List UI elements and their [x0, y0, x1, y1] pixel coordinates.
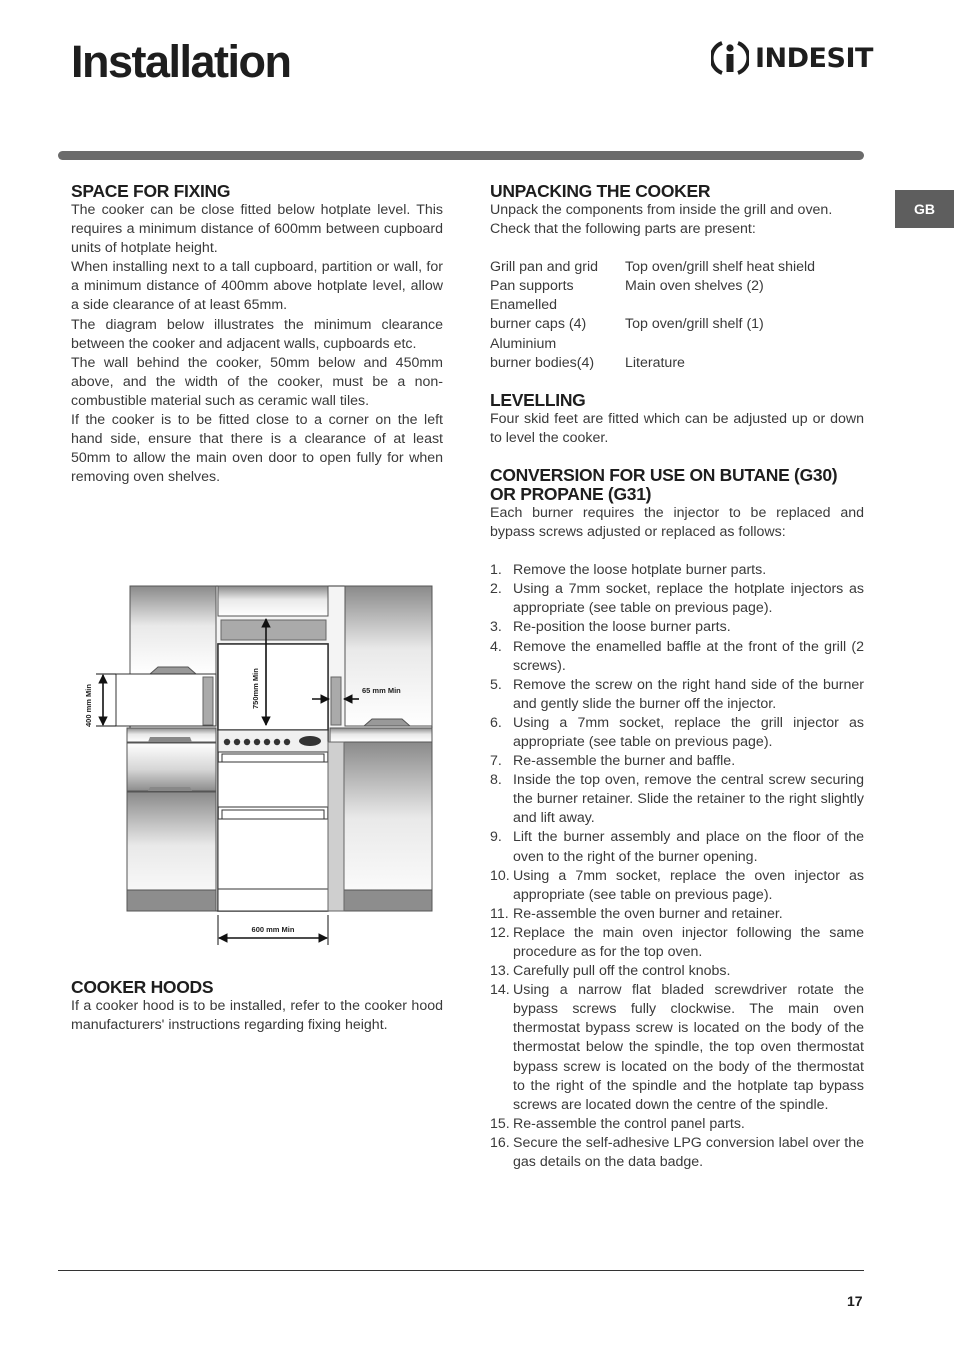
- conversion-steps: [490, 561, 864, 1172]
- part-item: [625, 335, 864, 354]
- dimension-600-label: 600 mm Min: [251, 925, 295, 934]
- levelling-text: Four skid feet are fitted which can be adjusted up or down to level the cooker.: [490, 410, 864, 446]
- page-title: Installation: [71, 36, 291, 87]
- part-item: Top oven/grill shelf heat shield: [625, 259, 816, 276]
- list-item: 3. Re-position the loose burner parts.: [490, 619, 731, 636]
- levelling-heading: LEVELLING: [490, 389, 586, 410]
- left-clearance-zone: [116, 674, 216, 726]
- part-item: burner bodies(4): [490, 354, 595, 371]
- list-item: 8. Inside the top oven, remove the central screw securing the burner retainer. Slide the retainer to the right slightly and lift away.: [490, 772, 864, 827]
- part-item: Enamelled: [490, 297, 558, 314]
- part-item: Pan supports: [490, 278, 574, 295]
- unpacking-check-text: Check that the following parts are present:: [490, 221, 756, 238]
- clearance-diagram: [84, 585, 436, 947]
- brand-wordmark: INDESIT: [755, 42, 873, 74]
- list-item: 4. Remove the enamelled baffle at the front of the grill (2 screws).: [490, 638, 864, 674]
- right-column: [490, 182, 864, 1172]
- dimension-65-label: 65 mm Min: [362, 686, 401, 695]
- hood-cupboard: [218, 586, 328, 616]
- list-item: 12. Replace the main oven injector following the same procedure as for the top oven.: [490, 924, 864, 960]
- list-item: 10. Using a 7mm socket, replace the oven injector as appropriate (see table on previous page).: [490, 867, 864, 903]
- left-column: [71, 182, 443, 487]
- list-item: 9. Lift the burner assembly and place on the floor of the oven to the right of the burner opening.: [490, 829, 864, 865]
- conversion-text: Each burner requires the injector to be replaced and bypass screws adjusted or replaced as follows:: [490, 504, 864, 541]
- list-item: 7. Re-assemble the burner and baffle.: [490, 753, 736, 770]
- list-item: 16. Secure the self-adhesive LPG conversion label over the gas details on the data badge.: [490, 1134, 864, 1171]
- space-paragraph: If the cooker is to be fitted close to a corner on the left hand side, ensure that there is a clearance of at least 50mm to allow the main oven door to open fully for when removing oven shelves.: [71, 412, 443, 486]
- indesit-logo-icon: [711, 38, 749, 78]
- part-item: Literature: [625, 354, 685, 371]
- part-item: [625, 296, 864, 315]
- list-item: 5. Remove the screw on the right hand side of the burner and gently slide the burner off the injector.: [490, 676, 864, 712]
- cooker-hoods-text: If a cooker hood is to be installed, refer to the cooker hood manufacturers' instructions regarding fixing height.: [71, 998, 443, 1034]
- page-number: 17: [847, 1293, 863, 1309]
- space-paragraph: When installing next to a tall cupboard, partition or wall, for a minimum distance of 400mm above hotplate level, allow a side clearance of at least 65mm.: [71, 259, 443, 314]
- list-item: 11. Re-assemble the oven burner and retainer.: [490, 905, 783, 922]
- conversion-heading: CONVERSION FOR USE ON BUTANE (G30) OR PROPANE (G31): [490, 464, 838, 504]
- dimension-750-label: 750mm Min: [251, 668, 260, 709]
- language-tab: GB: [895, 190, 954, 228]
- part-item: Grill pan and grid: [490, 259, 599, 276]
- right-tall-cupboard: [345, 586, 432, 726]
- part-item: Top oven/grill shelf (1): [625, 316, 764, 333]
- unpacking-heading: UNPACKING THE COOKER: [490, 181, 711, 201]
- list-item: 15. Re-assemble the control panel parts.: [490, 1115, 745, 1132]
- list-item: 1. Remove the loose hotplate burner parts.: [490, 562, 767, 579]
- space-paragraph: The wall behind the cooker, 50mm below and 450mm above, and the width of the cooker, must be a non-combustible material such as ceramic wall tiles.: [71, 354, 443, 409]
- space-paragraph: The diagram below illustrates the minimum clearance between the cooker and adjacent walls, cupboards etc.: [71, 316, 443, 352]
- brand-logo: [711, 38, 873, 78]
- footer-divider: [58, 1270, 864, 1271]
- list-item: 13. Carefully pull off the control knobs.: [490, 963, 731, 980]
- cooker-hoods-heading: COOKER HOODS: [71, 977, 214, 997]
- part-item: Aluminium: [490, 335, 557, 352]
- list-item: 2. Using a 7mm socket, replace the hotplate injectors as appropriate (see table on previous page).: [490, 581, 864, 617]
- left-base-drawer: [127, 743, 216, 791]
- space-for-fixing-heading: SPACE FOR FIXING: [71, 181, 231, 201]
- part-item: Main oven shelves (2): [625, 278, 764, 295]
- list-item: 14. Using a narrow flat bladed screwdriver rotate the bypass screws fully clockwise. The main oven thermostat bypass screw is located on the body of the thermostat below the spindle, the top oven thermostat bypass screw is located on the body of the thermostat to the right of the spindle and the hotplate tap bypass screws are located down the centre of the spindle.: [490, 982, 864, 1113]
- header-divider: [58, 151, 864, 160]
- left-wall-cupboard: [130, 586, 216, 674]
- parts-list: [490, 258, 864, 373]
- unpacking-text: Unpack the components from inside the grill and oven.: [490, 202, 833, 218]
- part-item: burner caps (4): [490, 316, 587, 333]
- space-paragraph: The cooker can be close fitted below hotplate level. This requires a minimum distance of 600mm between cupboard units of hotplate height.: [71, 202, 443, 257]
- dimension-400-label: 400 mm Min: [84, 684, 93, 727]
- right-base-cupboard: [330, 742, 432, 911]
- cooker-hoods-section: [71, 978, 443, 1035]
- list-item: 6. Using a 7mm socket, replace the grill injector as appropriate (see table on previous page).: [490, 714, 864, 750]
